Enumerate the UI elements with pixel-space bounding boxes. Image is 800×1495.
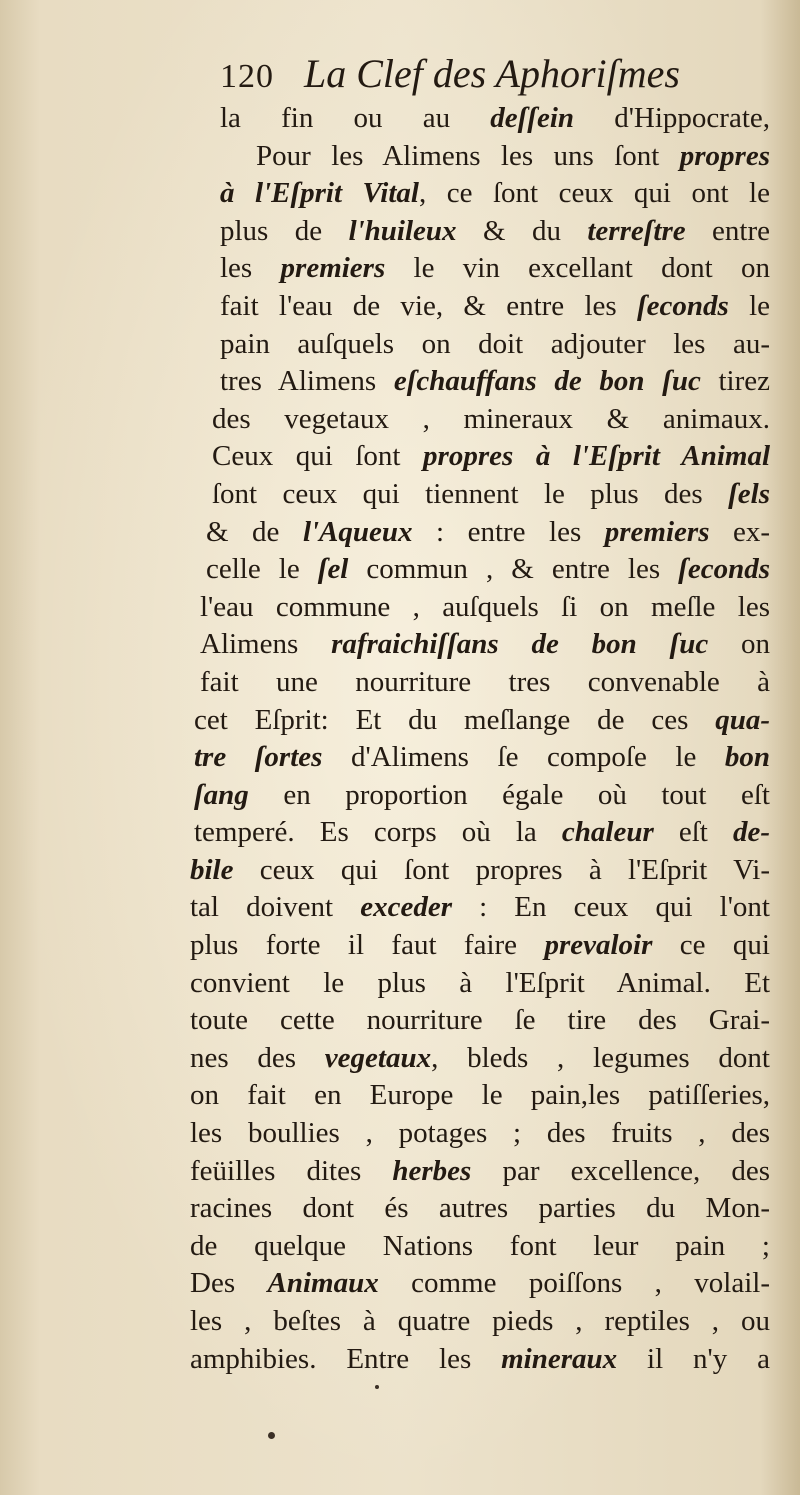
text-line: [190, 1303, 770, 1341]
text-line: [190, 664, 770, 702]
italic-term: l'Aqueux: [302, 515, 413, 548]
text-run: le: [728, 289, 770, 322]
text-run: temperé. Es corps où la: [194, 816, 562, 849]
text-line: [190, 1341, 770, 1379]
italic-term: ſels: [728, 477, 770, 510]
text-run: en proportion égale où tout eſt: [248, 778, 770, 811]
text-run: il n'y a: [617, 1342, 770, 1375]
ink-speck: [375, 1385, 379, 1389]
text-run: Des: [190, 1267, 268, 1300]
text-line: [190, 1190, 770, 1228]
italic-term: vegetaux: [324, 1041, 432, 1074]
italic-term: rafraichiſſans de bon ſuc: [331, 628, 709, 661]
text-line: [190, 326, 770, 364]
text-line: [190, 1265, 770, 1303]
text-line: [190, 476, 770, 514]
text-run: & de: [206, 515, 303, 548]
text-line: [190, 250, 770, 288]
italic-term: prevaloir: [544, 929, 653, 962]
italic-term: l'huileux: [348, 214, 457, 247]
text-run: ceux qui ſont propres à l'Eſprit Vi-: [233, 853, 770, 886]
text-run: cet Eſprit: Et du meſlange de ces: [194, 703, 716, 736]
text-line: [190, 514, 770, 552]
text-run: ex-: [709, 515, 770, 548]
text-run: toute cette nourriture ſe tire des Grai-: [190, 1004, 770, 1037]
text-line: [190, 401, 770, 439]
text-run: racines dont és autres parties du Mon-: [190, 1192, 770, 1225]
italic-term: ſeconds: [678, 553, 770, 586]
text-line: [190, 551, 770, 589]
text-run: entre: [685, 214, 770, 247]
text-line: [190, 852, 770, 890]
italic-term: exceder: [360, 891, 452, 924]
italic-term: terreſtre: [587, 214, 686, 247]
italic-term: ſel: [317, 553, 349, 586]
text-run: plus forte il faut faire: [190, 929, 545, 962]
text-run: tres Alimens: [220, 365, 394, 398]
text-line: [190, 965, 770, 1003]
text-run: de quelque Nations font leur pain ;: [190, 1229, 770, 1262]
text-run: fait l'eau de vie, & entre les: [220, 289, 637, 322]
italic-term: ſeconds: [636, 289, 729, 322]
text-run: le vin excellant dont on: [385, 252, 770, 285]
text-line: [190, 138, 770, 176]
italic-term: mineraux: [501, 1342, 618, 1375]
text-run: la fin ou au: [220, 102, 491, 134]
italic-term: bon: [724, 741, 770, 774]
text-line: [190, 927, 770, 965]
text-run: plus de: [220, 214, 349, 247]
text-run: convient le plus à l'Eſprit Animal. Et: [190, 966, 770, 999]
text-run: des vegetaux , mineraux & animaux.: [212, 402, 770, 435]
text-run: fait une nourriture tres convenable à: [200, 665, 770, 698]
italic-term: eſchauffans de bon ſuc: [393, 365, 701, 398]
text-run: celle le: [206, 553, 318, 586]
text-run: tirez: [700, 365, 770, 398]
text-line: [190, 739, 770, 777]
text-line: [190, 626, 770, 664]
italic-term: qua-: [715, 703, 770, 736]
text-run: amphibies. Entre les: [190, 1342, 502, 1375]
text-run: d'Hippocrate,: [574, 102, 770, 134]
page-number: 120: [220, 58, 274, 95]
text-run: , bleds , legumes dont: [431, 1041, 770, 1074]
page-header: [220, 50, 740, 98]
text-run: : En ceux qui l'ont: [452, 891, 770, 924]
text-line: [190, 1002, 770, 1040]
text-line: [190, 814, 770, 852]
text-run: d'Alimens ſe compoſe le: [322, 741, 725, 774]
italic-term: herbes: [392, 1154, 472, 1187]
italic-term: à l'Eſprit Vital: [220, 177, 419, 210]
italic-term: premiers: [280, 252, 386, 285]
text-run: & du: [456, 214, 588, 247]
italic-term: deſſein: [490, 102, 575, 134]
text-line: [190, 363, 770, 401]
italic-term: bile: [190, 853, 234, 886]
text-line: [190, 100, 770, 138]
body-text: [190, 100, 770, 1378]
italic-term: de-: [732, 816, 770, 849]
text-run: : entre les: [412, 515, 605, 548]
text-run: Alimens: [200, 628, 332, 661]
running-title: La Clef des Aphoriſmes: [304, 51, 680, 96]
text-line: [190, 1228, 770, 1266]
italic-term: ſang: [194, 778, 249, 811]
text-line: [190, 213, 770, 251]
italic-term: tre ſortes: [194, 741, 323, 774]
ink-speck: [268, 1432, 275, 1439]
text-line: [190, 589, 770, 627]
italic-term: propres à l'Eſprit Animal: [423, 440, 770, 473]
text-line: [190, 702, 770, 740]
text-run: feüilles dites: [190, 1154, 393, 1187]
text-run: Pour les Alimens les uns ſont: [256, 139, 680, 172]
text-run: commun , & entre les: [348, 553, 679, 586]
text-run: les , beſtes à quatre pieds , reptiles , ou: [190, 1305, 770, 1337]
text-line: [190, 1077, 770, 1115]
italic-term: chaleur: [561, 816, 654, 849]
text-run: comme poiſſons , volail-: [378, 1267, 770, 1300]
text-run: Ceux qui ſont: [212, 440, 424, 473]
italic-term: Animaux: [267, 1267, 379, 1300]
text-line: [190, 889, 770, 927]
text-line: [190, 175, 770, 213]
text-line: [190, 288, 770, 326]
text-run: ſont ceux qui tiennent le plus des: [212, 477, 729, 510]
italic-term: propres: [679, 139, 770, 172]
text-run: , ce ſont ceux qui ont le: [418, 177, 770, 210]
text-run: pain auſquels on doit adjouter les au-: [220, 327, 770, 360]
text-run: ce qui: [652, 929, 770, 962]
text-run: on: [708, 628, 770, 661]
text-run: par excellence, des: [471, 1154, 770, 1187]
text-line: [190, 1040, 770, 1078]
text-line: [190, 438, 770, 476]
text-line: [190, 777, 770, 815]
text-run: l'eau commune , auſquels ſi on meſle les: [200, 590, 770, 623]
text-run: eſt: [653, 816, 733, 849]
text-run: tal doivent: [190, 891, 361, 924]
text-run: on fait en Europe le pain,les patiſſeries,: [190, 1079, 770, 1112]
text-run: nes des: [190, 1041, 325, 1074]
text-run: les boullies , potages ; des fruits , des: [190, 1117, 770, 1150]
text-line: [190, 1115, 770, 1153]
text-run: les: [220, 252, 281, 285]
italic-term: premiers: [604, 515, 710, 548]
text-line: [190, 1153, 770, 1191]
